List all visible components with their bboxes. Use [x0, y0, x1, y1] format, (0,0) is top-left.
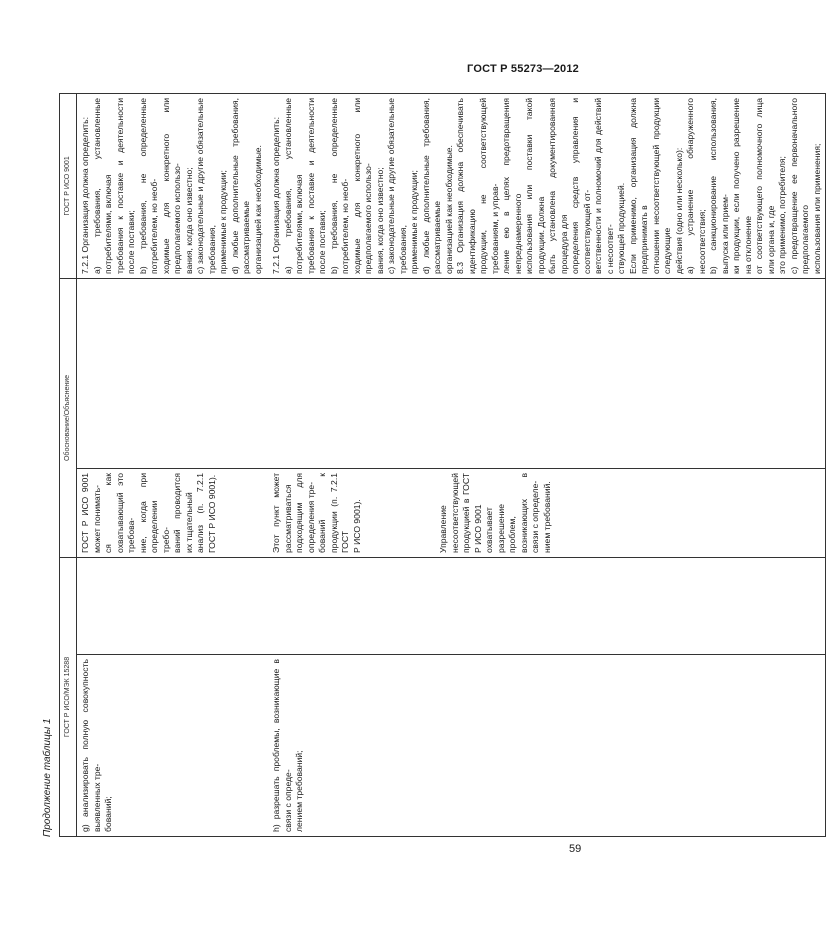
gost-9001-part-b — [455, 98, 823, 274]
text-line: действия (одно или несколько): — [673, 147, 684, 274]
text-line: c) законодательные и другие обязательные требования, — [386, 97, 408, 274]
cell-requirement — [77, 655, 267, 837]
text-line: a) устранение обнаруженного несоответствия; — [685, 97, 707, 274]
text-line: ние, когда при определении требо- — [137, 472, 171, 553]
header-gost-9001: ГОСТ Р ИСО 9001 — [60, 93, 77, 278]
text-line: возникающих в связи с определе- — [518, 472, 540, 553]
text-line: вания, когда оно известно; — [374, 167, 385, 274]
text-line: 7.2.1 Организация должна определить: — [80, 117, 90, 274]
text-line: c) предотвращение ее первоначального предполагаемого — [788, 97, 810, 274]
text-line: требования к поставке и деятельности после поставки; — [114, 97, 136, 274]
text-line: быть установлена документированная процедура для — [547, 97, 569, 274]
table-row — [266, 93, 826, 836]
text-line: ГОСТ Р ИСО 9001 может понимать- — [80, 472, 102, 553]
header-justification: Обоснование/Объяснение — [60, 278, 77, 557]
comparison-table — [59, 93, 826, 837]
text-line: вания, когда оно известно; — [183, 167, 194, 274]
text-line: ваний проводится их тщательный — [172, 472, 194, 553]
text-line: Управление несоответствующей — [438, 473, 460, 553]
text-line: использования или поставки такой продукции. Должна — [524, 97, 546, 274]
justification-part-a — [271, 473, 363, 553]
cell-empty — [266, 278, 826, 468]
text-line: Если применимо, организация должна предпринимать в — [627, 97, 649, 274]
cell-justification — [77, 468, 267, 557]
cell-empty — [77, 557, 267, 654]
rotated-table-block — [37, 90, 822, 840]
text-line: b) санкционирование использования, выпуска или прием- — [708, 97, 730, 274]
text-line: применимые к продукции; — [409, 170, 419, 274]
text-line: Этот пункт может рассматриваться — [271, 472, 293, 553]
text-line: охватывает разрешение проблем, — [484, 504, 517, 553]
text-line: c) законодательные и другие обязательные требования, — [195, 97, 217, 274]
text-line: подходящим для определения тре- — [294, 472, 316, 553]
text-line: использования или применения; — [811, 143, 822, 274]
text-line: требования к поставке и деятельности после поставки; — [305, 97, 327, 274]
table-row — [77, 93, 267, 836]
cell-gost-9001 — [266, 93, 826, 278]
text-line: продукцией в ГОСТ Р ИСО 9001 — [461, 472, 483, 553]
text-line: ветственности и полномочий для действий с несоответ- — [593, 97, 615, 274]
text-line: ходимые для конкретного или предполагаемого использо- — [351, 97, 373, 274]
text-line: продукции, не соответствующей требованиям, и управ- — [478, 97, 500, 274]
text-line: организацией как необходимые. — [443, 145, 454, 274]
text-line: бований; — [103, 796, 113, 832]
cell-gost-9001 — [77, 93, 267, 278]
text-line: b) требования, не определенные потребителем, но необ- — [328, 97, 350, 274]
header-gost-15288: ГОСТ Р ИСО/МЭК 15288 — [60, 557, 77, 836]
text-line: g) анализировать полную совокупность выявленных тре- — [80, 659, 102, 832]
cell-requirement — [266, 655, 826, 837]
text-line: применимые к продукции; — [218, 170, 228, 274]
text-line: лением требований; — [294, 750, 304, 832]
text-line: организацией как необходимые. — [252, 145, 263, 274]
justification-part-b — [438, 473, 553, 553]
gost-9001-part-a — [271, 98, 455, 274]
text-line: b) требования, не определенные потребителем, но необ- — [137, 97, 159, 274]
text-line: d) любые дополнительные требования, рассматриваемые — [420, 97, 442, 274]
text-line: нием требований. — [541, 481, 552, 553]
text-line: ходимые для конкретного или предполагаемого использо- — [160, 97, 182, 274]
text-line: отношении несоответствующей продукции следующие — [650, 97, 672, 274]
document-code: ГОСТ Р 55273—2012 — [467, 63, 579, 75]
text-line: ся как охватывающий это требова- — [103, 472, 136, 553]
text-line: бований к продукции (п. 7.2.1 ГОСТ — [317, 472, 350, 553]
cell-justification — [266, 468, 826, 557]
text-line: a) требования, установленные потребителями, включая — [91, 97, 113, 274]
text-line: ление ею в целях предотвращения непреднамеренного — [501, 97, 523, 274]
cell-empty — [266, 557, 826, 654]
text-line: a) требования, установленные потребителями, включая — [282, 97, 304, 274]
text-line: d) любые дополнительные требования, рассматриваемые — [229, 97, 251, 274]
table-caption: Продолжение таблицы 1 — [42, 718, 53, 837]
text-line: h) разрешать проблемы, возникающие в связи с опреде- — [271, 659, 293, 832]
text-line: 7.2.1 Организация должна определить: — [271, 117, 281, 274]
table-header-row — [60, 93, 77, 836]
text-line: от соответствующего полномочного лица или органа и, где — [754, 97, 776, 274]
page-number: 59 — [569, 843, 582, 855]
cell-empty — [77, 278, 267, 468]
text-line: ки продукции, если получено разрешение на отклонение — [731, 97, 753, 274]
text-line: определения средств управления и соответствующей от- — [570, 97, 592, 274]
text-line: 8.3 Организация должна обеспечивать идентификацию — [455, 97, 477, 274]
text-line: анализ (п. 7.2.1 ГОСТ Р ИСО 9001). — [195, 472, 217, 553]
text-line: это применимо, потребителя; — [777, 156, 787, 274]
text-line: ствующей продукцией. — [616, 182, 626, 274]
text-line: Р ИСО 9001). — [351, 499, 362, 553]
